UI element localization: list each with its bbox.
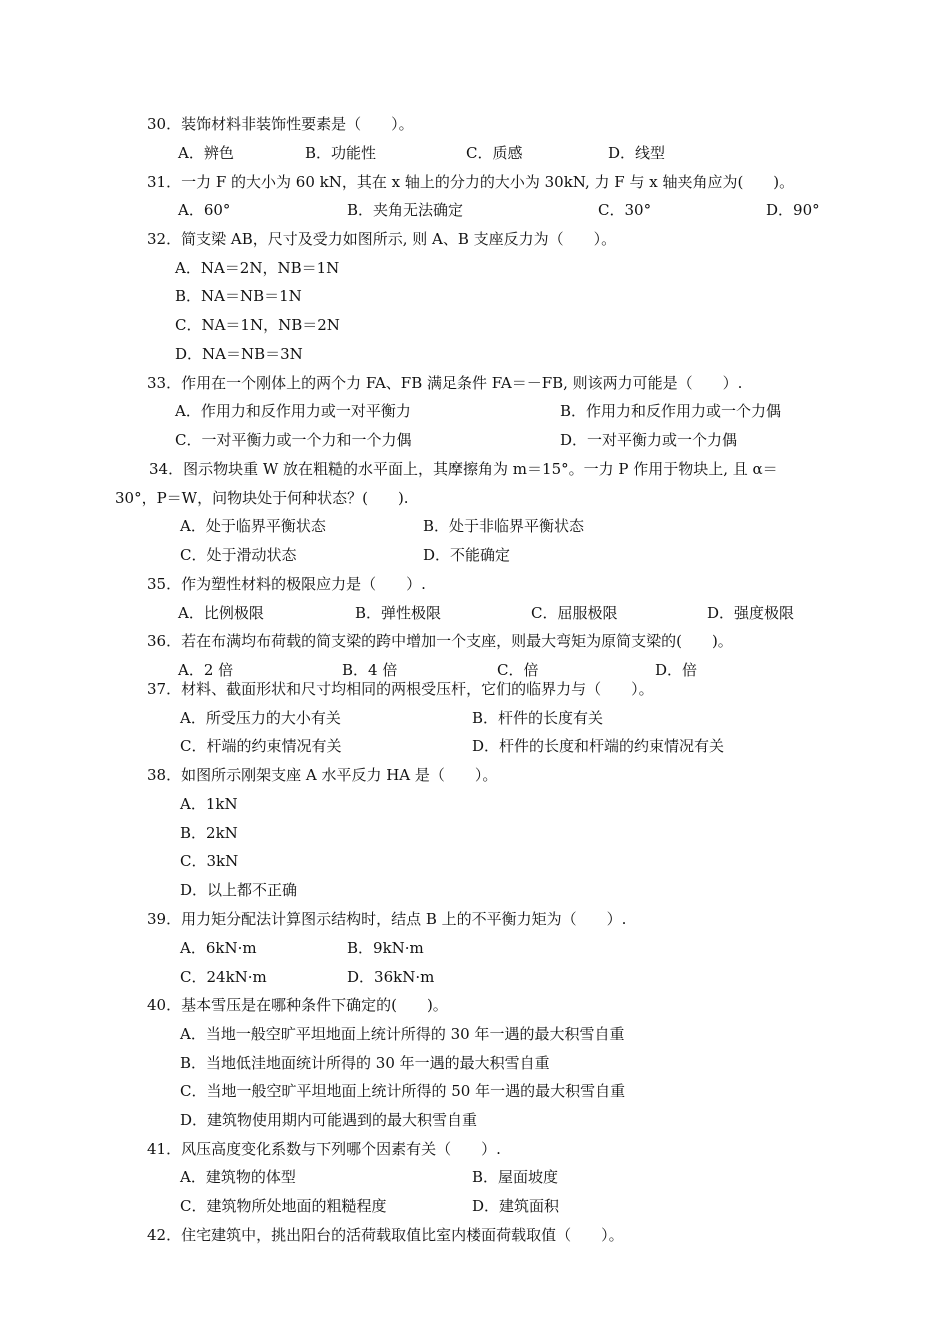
q41-option-b: B．屋面坡度 xyxy=(472,1168,559,1186)
q41-option-c: C．建筑物所处地面的粗糙程度 xyxy=(180,1197,387,1215)
question-36-stem: 36．若在布满均布荷载的简支梁的跨中增加一个支座，则最大弯矩为原简支梁的( )。 xyxy=(147,632,733,650)
q31-option-a: A．60° xyxy=(178,201,231,219)
q38-option-a: A．1kN xyxy=(180,795,238,813)
q35-option-b: B．弹性极限 xyxy=(355,604,442,622)
question-39-stem: 39．用力矩分配法计算图示结构时，结点 B 上的不平衡力矩为（ ）. xyxy=(147,910,627,928)
q38-option-d: D．以上都不正确 xyxy=(180,881,298,899)
question-37-stem: 37．材料、截面形状和尺寸均相同的两根受压杆，它们的临界力与（ ）。 xyxy=(147,680,654,698)
q31-option-b: B．夹角无法确定 xyxy=(347,201,464,219)
q32-option-b: B．NA＝NB＝1N xyxy=(175,287,302,305)
q36-option-c: C．倍 xyxy=(497,661,539,679)
question-35-stem: 35．作为塑性材料的极限应力是（ ）. xyxy=(147,575,426,593)
q30-option-b: B．功能性 xyxy=(305,144,377,162)
q35-option-a: A．比例极限 xyxy=(178,604,264,622)
q37-option-d: D．杆件的长度和杆端的约束情况有关 xyxy=(472,737,725,755)
question-38-stem: 38．如图所示刚架支座 A 水平反力 HA 是（ ）。 xyxy=(147,766,498,784)
q36-option-a: A．2 倍 xyxy=(178,661,234,679)
q33-option-d: D．一对平衡力或一个力偶 xyxy=(560,431,738,449)
q40-option-a: A．当地一般空旷平坦地面上统计所得的 30 年一遇的最大积雪自重 xyxy=(180,1025,625,1043)
q37-option-a: A．所受压力的大小有关 xyxy=(180,709,341,727)
question-33-stem: 33．作用在一个刚体上的两个力 FA、FB 满足条件 FA＝－FB, 则该两力可能是（ ）. xyxy=(147,374,743,392)
q34-option-d: D．不能确定 xyxy=(423,546,511,564)
q39-option-c: C．24kN·m xyxy=(180,968,267,986)
q35-option-c: C．屈服极限 xyxy=(531,604,618,622)
q36-option-d: D．倍 xyxy=(655,661,698,679)
q39-option-a: A．6kN·m xyxy=(180,939,257,957)
q33-option-b: B．作用力和反作用力或一个力偶 xyxy=(560,402,782,420)
q34-option-c: C．处于滑动状态 xyxy=(180,546,297,564)
q30-option-d: D．线型 xyxy=(608,144,666,162)
question-40-stem: 40．基本雪压是在哪种条件下确定的( )。 xyxy=(147,996,448,1014)
q41-option-d: D．建筑面积 xyxy=(472,1197,560,1215)
q34-option-a: A．处于临界平衡状态 xyxy=(180,517,326,535)
q37-option-b: B．杆件的长度有关 xyxy=(472,709,604,727)
q40-option-c: C．当地一般空旷平坦地面上统计所得的 50 年一遇的最大积雪自重 xyxy=(180,1082,626,1100)
q36-option-b: B．4 倍 xyxy=(342,661,398,679)
q31-option-c: C．30° xyxy=(598,201,652,219)
q32-option-c: C．NA＝1N，NB＝2N xyxy=(175,316,340,334)
q40-option-b: B．当地低洼地面统计所得的 30 年一遇的最大积雪自重 xyxy=(180,1054,550,1072)
question-34-stem-line-2: 30°，P＝W，问物块处于何种状态？( ). xyxy=(115,489,409,507)
q34-option-b: B．处于非临界平衡状态 xyxy=(423,517,585,535)
q39-option-d: D．36kN·m xyxy=(347,968,435,986)
q30-option-c: C．质感 xyxy=(466,144,523,162)
q32-option-a: A．NA＝2N，NB＝1N xyxy=(175,259,340,277)
q38-option-c: C．3kN xyxy=(180,852,239,870)
q35-option-d: D．强度极限 xyxy=(707,604,795,622)
q32-option-d: D．NA＝NB＝3N xyxy=(175,345,303,363)
question-32-stem: 32．简支梁 AB，尺寸及受力如图所示, 则 A、B 支座反力为（ ）。 xyxy=(147,230,617,248)
q33-option-a: A．作用力和反作用力或一对平衡力 xyxy=(175,402,411,420)
question-42-stem: 42．住宅建筑中，挑出阳台的活荷载取值比室内楼面荷载取值（ ）。 xyxy=(147,1226,624,1244)
q41-option-a: A．建筑物的体型 xyxy=(180,1168,296,1186)
q39-option-b: B．9kN·m xyxy=(347,939,424,957)
q30-option-a: A．辨色 xyxy=(178,144,234,162)
q37-option-c: C．杆端的约束情况有关 xyxy=(180,737,342,755)
q31-option-d: D．90° xyxy=(766,201,820,219)
q33-option-c: C．一对平衡力或一个力和一个力偶 xyxy=(175,431,412,449)
q40-option-d: D．建筑物使用期内可能遇到的最大积雪自重 xyxy=(180,1111,478,1129)
question-34-stem-line-1: 34．图示物块重 W 放在粗糙的水平面上，其摩擦角为 m＝15°。一力 P 作用于物块上, 且 α＝ xyxy=(149,460,778,478)
q38-option-b: B．2kN xyxy=(180,824,238,842)
question-41-stem: 41．风压高度变化系数与下列哪个因素有关（ ）. xyxy=(147,1140,501,1158)
question-30-stem: 30．装饰材料非装饰性要素是（ ）。 xyxy=(147,115,414,133)
question-31-stem: 31．一力 F 的大小为 60 kN，其在 x 轴上的分力的大小为 30kN, 力 F 与 x 轴夹角应为( )。 xyxy=(147,173,795,191)
